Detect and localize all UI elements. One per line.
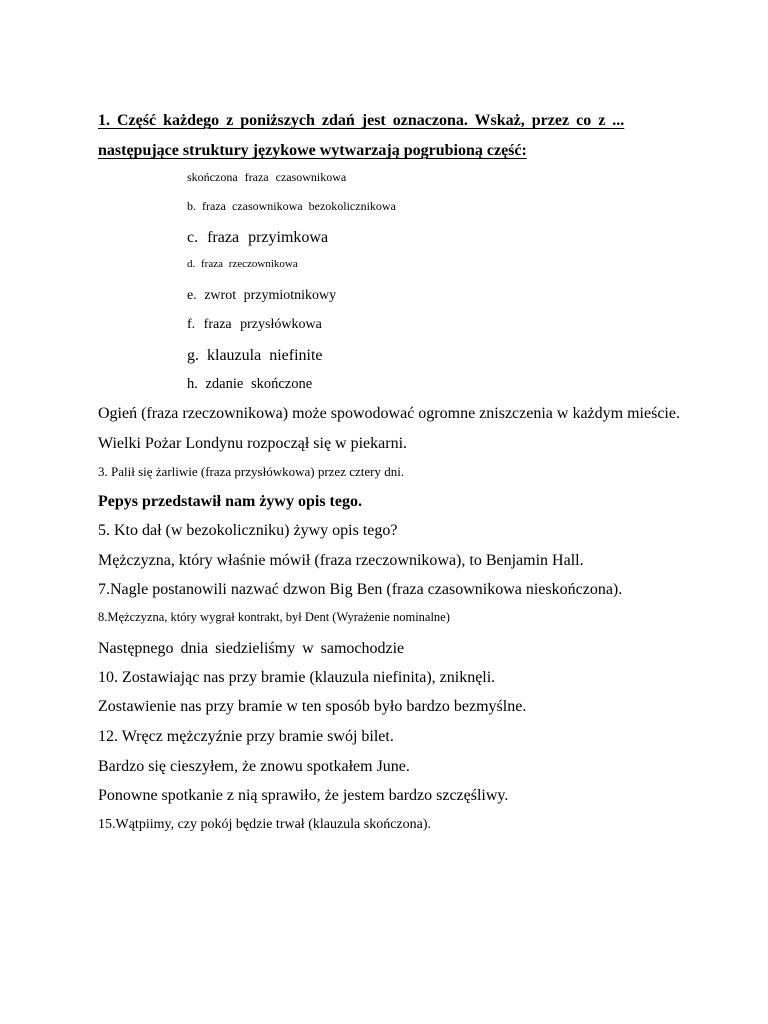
option-c: c. fraza przyimkowa [187, 229, 329, 246]
sentence-5: 5. Kto dał (w bezokoliczniku) żywy opis tego? [98, 522, 398, 539]
sentence-15: 15.Wątpiimy, czy pokój będzie trwał (klauzula skończona). [98, 817, 432, 832]
option-a: skończona fraza czasownikowa [187, 170, 347, 184]
exercise-heading-line-1: 1. Część każdego z poniższych zdań jest oznaczona. Wskaż, przez co z ... [98, 112, 625, 129]
option-d: d. fraza rzeczownikowa [187, 258, 298, 270]
option-e: e. zwrot przymiotnikowy [187, 288, 337, 303]
option-h: h. zdanie skończone [187, 376, 313, 392]
sentence-9: Następnego dnia siedzieliśmy w samochodzie [98, 640, 405, 657]
exercise-heading-line-2: następujące struktury językowe wytwarzają pogrubioną część: [98, 142, 527, 159]
sentence-4: Pepys przedstawił nam żywy opis tego. [98, 493, 362, 510]
sentence-11: Zostawienie nas przy bramie w ten sposób było bardzo bezmyślne. [98, 698, 527, 715]
option-b: b. fraza czasownikowa bezokolicznikowa [187, 199, 396, 213]
sentence-6: Mężczyzna, który właśnie mówił (fraza rzeczownikowa), to Benjamin Hall. [98, 552, 584, 569]
option-f: f. fraza przysłówkowa [187, 317, 322, 332]
sentence-2: Wielki Pożar Londynu rozpoczął się w piekarni. [98, 435, 408, 452]
sentence-10: 10. Zostawiając nas przy bramie (klauzula niefinita), zniknęli. [98, 669, 496, 686]
sentence-3: 3. Palił się żarliwie (fraza przysłówkowa) przez cztery dni. [98, 464, 405, 479]
sentence-14: Ponowne spotkanie z nią sprawiło, że jestem bardzo szczęśliwy. [98, 787, 509, 804]
sentence-8: 8.Mężczyzna, który wygrał kontrakt, był Dent (Wyrażenie nominalne) [98, 610, 450, 624]
sentence-13: Bardzo się cieszyłem, że znowu spotkałem June. [98, 758, 410, 775]
sentence-12: 12. Wręcz mężczyźnie przy bramie swój bilet. [98, 728, 394, 745]
sentence-1: Ogień (fraza rzeczownikowa) może spowodować ogromne zniszczenia w każdym mieście. [98, 405, 680, 422]
sentence-7: 7.Nagle postanowili nazwać dzwon Big Ben (fraza czasownikowa nieskończona). [98, 581, 623, 598]
option-g: g. klauzula niefinite [187, 347, 323, 364]
